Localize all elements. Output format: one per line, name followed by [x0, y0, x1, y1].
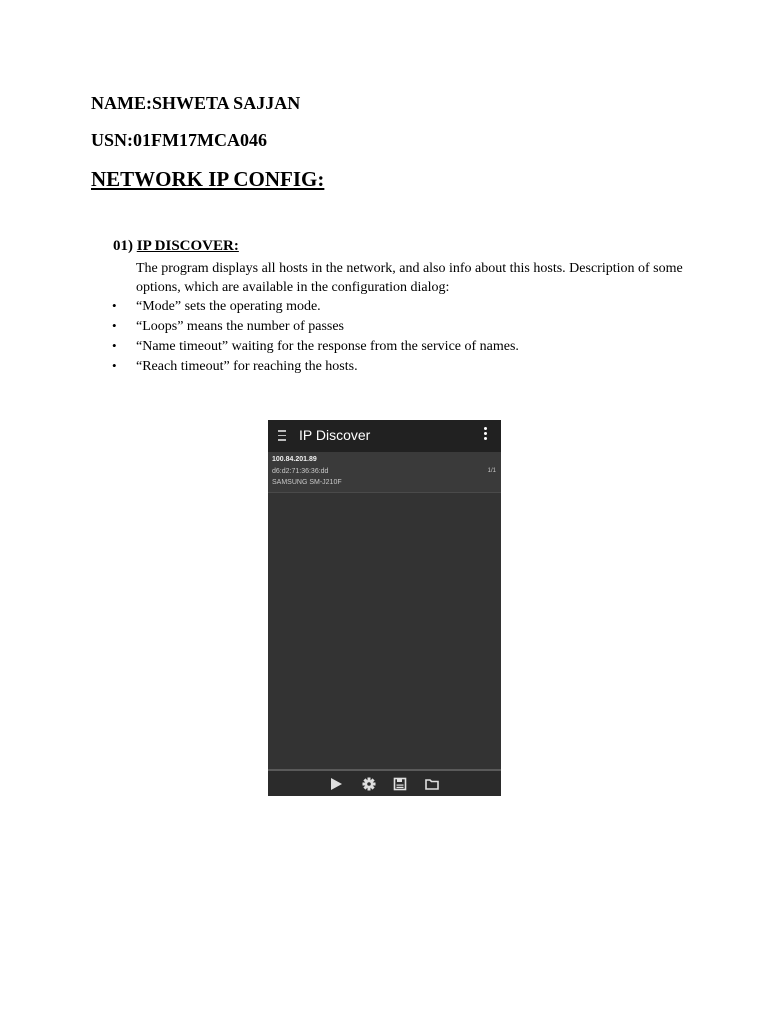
play-icon[interactable]	[329, 777, 343, 791]
host-mac: d6:d2:71:36:36:dd	[272, 468, 329, 475]
student-usn: USN:01FM17MCA046	[91, 130, 267, 150]
bullet-icon: •	[112, 358, 117, 373]
list-item-text: “Loops” means the number of passes	[136, 319, 344, 334]
host-vendor: SAMSUNG SM-J210F	[272, 479, 342, 486]
more-vert-icon[interactable]	[484, 427, 488, 443]
host-count: 1/1	[487, 468, 496, 474]
bullet-icon: •	[112, 298, 117, 313]
host-ip: 100.84.201.89	[272, 456, 317, 463]
list-item-text: “Reach timeout” for reaching the hosts.	[136, 359, 358, 374]
save-icon[interactable]	[393, 777, 407, 791]
bottom-toolbar	[268, 769, 501, 796]
section-description: The program displays all hosts in the network, and also info about this hosts. Description of some options, which are available in the configuration dialog:	[136, 261, 683, 295]
section-number: 01)	[113, 238, 133, 254]
list-item	[112, 336, 519, 356]
list-item	[112, 316, 519, 336]
gear-icon[interactable]	[362, 777, 376, 791]
list-item	[112, 356, 519, 376]
list-item-text: “Mode” sets the operating mode.	[136, 299, 321, 314]
document-title: NETWORK IP CONFIG:	[91, 167, 325, 191]
list-item-text: “Name timeout” waiting for the response from the service of names.	[136, 339, 519, 354]
app-bar	[268, 420, 501, 452]
section-title: IP DISCOVER:	[136, 238, 239, 254]
host-list-item[interactable]	[268, 452, 501, 493]
app-title: IP Discover	[299, 427, 371, 443]
folder-icon[interactable]	[425, 777, 439, 791]
student-name: NAME:SHWETA SAJJAN	[91, 93, 301, 113]
list-item	[112, 296, 519, 316]
menu-icon[interactable]	[278, 430, 286, 441]
options-list	[112, 296, 519, 376]
app-screenshot	[268, 420, 501, 796]
bullet-icon: •	[112, 338, 117, 353]
section-heading	[113, 238, 239, 255]
bullet-icon: •	[112, 318, 117, 333]
